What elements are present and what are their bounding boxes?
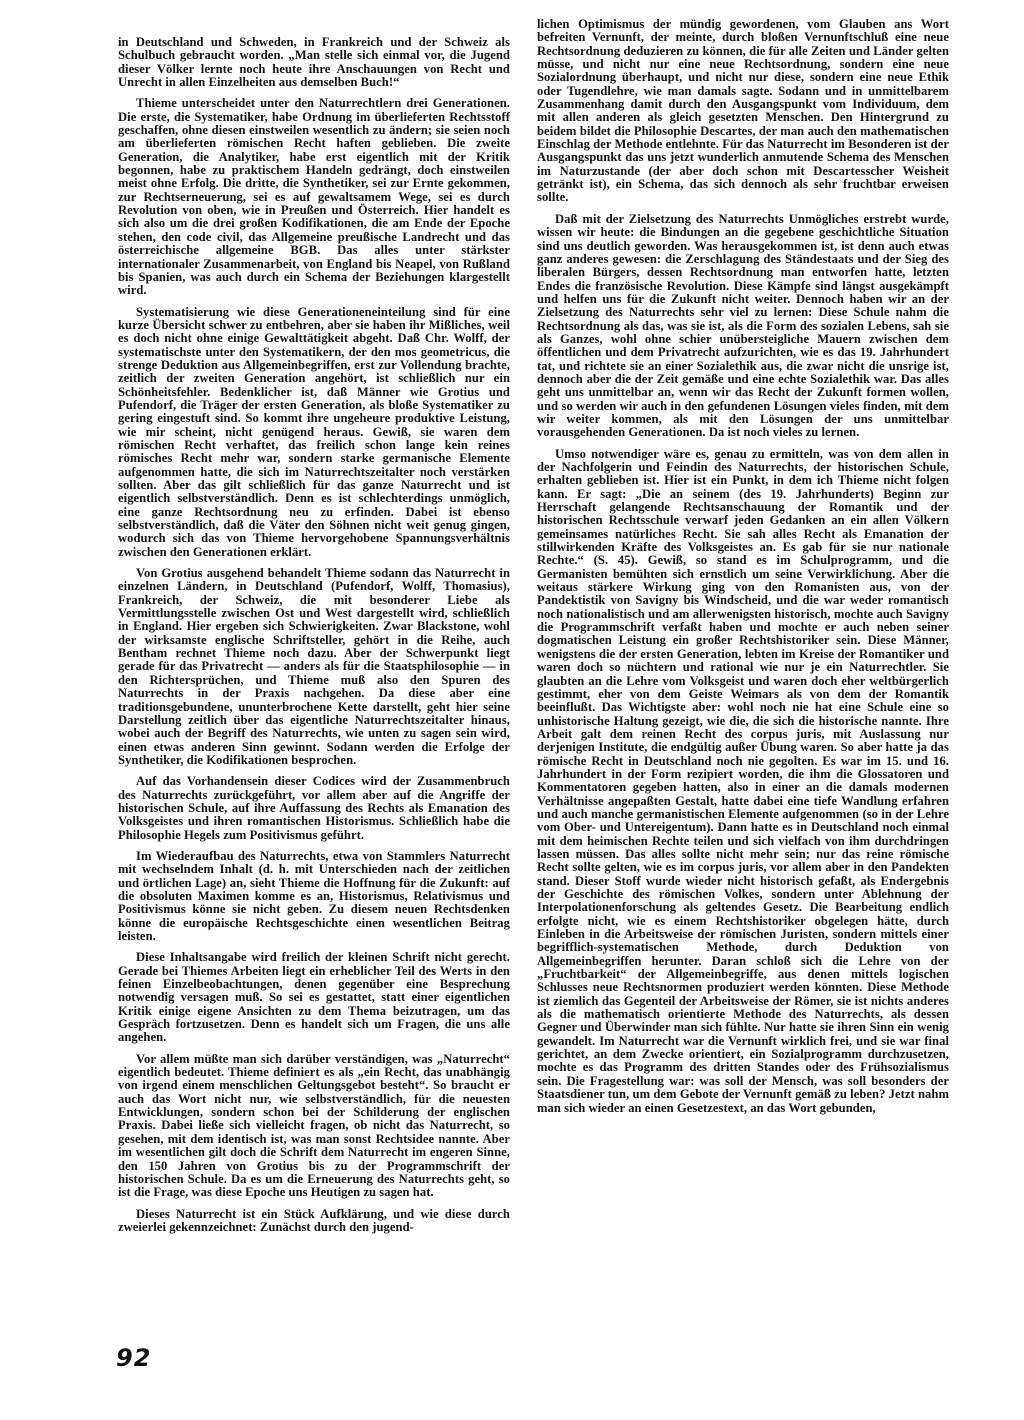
left-paragraph-5: Auf das Vorhandensein dieser Codices wird der Zusammenbruch des Naturrechts zurückgeführt, vor allem aber auf die Angriffe der historischen Schule, auf ihre Auffassung des Rechts als Emanation des Volksgeistes und ihren romantischen Historismus. Schließlich habe die Philosophie Hegels zum Positivismus geführt. <box>118 774 510 842</box>
left-paragraph-1: in Deutschland und Schweden, in Frankreich und der Schweiz als Schulbuch gebraucht worden. „Man stelle sich einmal vor, die Jugend dieser Völker lernte noch heute ihre Anschauungen von Recht und Unrecht in allen Einzelheiten aus demselben Buch!“ <box>118 36 510 90</box>
right-paragraph-3: Umso notwendiger wäre es, genau zu ermitteln, was von dem allen in der Nachfolgerin und Feindin des Naturrechts, der historischen Schule, erhalten geblieben ist. Hier ist ein Punkt, in dem ich Thieme nicht folgen kann. Er sagt: „Die an seinem (des 19. Jahrhunderts) Beginn zur Herrschaft gelangende Rechtsanschauung der Romantik und der historischen Rechtsschule verwarf jeden Gedanken an ein allen Völkern gemeinsames natürliches Recht. Sie sah alles Recht als Emanation der stillwirkenden Kräfte des Volksgeistes an. Es gab für sie nur nationale Rechte.“ (S. 45). Gewiß, so stand es im Schulprogramm, und die Germanisten bemühten sich ernstlich um seine Verwirklichung. Aber die weitaus stärkere Wirkung ging von den Romanisten aus, von der Pandektistik von Savigny bis Windscheid, und die war weder romantisch noch nationalistisch und am allerwenigsten historisch, mochte auch Savigny die Programmschrift verfaßt haben und mochte er auch neben seiner dogmatischen Leistung ein großer Rechtshistoriker sein. Diese Männer, wenigstens die der ersten Generation, lebten im Kreise der Romantiker und waren doch so nüchtern und rational wie nur je ein Naturrechtler. Sie glaubten an die Lehre vom Volksgeist und waren doch eher weltbürgerlich gestimmt, eher von dem Geiste Weimars als von dem der Romantik beeinflußt. Das Wichtigste aber: wohl noch nie hat eine Schule eine so unhistorische Haltung gezeigt, wie die, die sich die historische nannte. Ihre Arbeit galt dem reinen Recht des corpus juris, mit Auslassung nur derjenigen Institute, die endgültig außer Übung waren. So aber hatte ja das römische Recht in Deutschland noch nie gegolten. Es war im 15. und 16. Jahrhundert in der Form rezipiert worden, die ihm die Glossatoren und Kommentatoren gegeben hatten, also in einer an die damals modernen Verhältnisse angepaßten Gestalt, hatte dabei eine tiefe Wandlung erfahren und auch manche germanistischen Elemente aufgenommen (so in der Lehre vom Ober- und Untereigentum). Dann hatte es in Deutschland noch einmal mit dem heimischen Rechte teilen und sich vielfach von ihm durchdringen lassen müssen. Das alles sollte nicht mehr sein; nur das reine römische Recht sollte gelten, wie es im corpus juris, vor allem aber in den Pandekten stand. Dieser Stoff wurde wieder nicht historisch gefaßt, als Endergebnis der Geschichte des römischen Volkes, sondern unter Ablehnung der Interpolationenforschung als geltendes Gesetz. Die Bearbeitung endlich erfolgte nicht, wie es einem Rechtshistoriker obgelegen hätte, durch Einleben in die Arbeitsweise der römischen Juristen, sondern mittels einer begrifflich-systematischen Methode, durch Deduktion von Allgemeinbegriffen herunter. Daran schloß sich die Lehre von der „Fruchtbarkeit“ der Allgemeinbegriffe, aus denen mittels logischen Schlusses neue Rechtsnormen produziert werden könnten. Diese Methode ist ziemlich das Gegenteil der Arbeitsweise der Römer, sie ist nichts anderes als die mathematisch orientierte Methode des Naturrechts, als dessen Gegner und Überwinder man sich fühlte. Nur hatte sie ihren Sinn ein wenig gewandelt. Im Naturrecht war die Vernunft wirklich frei, und sie war final gerichtet, an dem Zwecke orientiert, ein Sozialprogramm durchzusetzen, mochte es das Programm des dritten Standes oder des Frühsozialismus sein. Die Fragestellung war: was soll der Mensch, was soll besonders der Staatsdiener tun, um dem Gebote der Vernunft gemäß zu leben? Jetzt nahm man sich wieder an einen Gesetzestext, an das Wort gebunden, <box>537 446 949 1115</box>
right-text-column <box>537 18 949 1318</box>
right-paragraph-2: Daß mit der Zielsetzung des Naturrechts Unmögliches erstrebt wurde, wissen wir heute: die Bindungen an die gegebene geschichtliche Situation sind uns deutlich geworden. Was herausgekommen ist, ist denn auch etwas ganz anderes gewesen: die Zerschlagung des Ständestaats und der Sieg des liberalen Bürgers, dessen Rechtsordnung man entworfen hatte, letzten Endes die französische Revolution. Diese Kämpfe sind längst ausgekämpft und helfen uns für die Zukunft nicht weiter. Dennoch haben wir an der Zielsetzung des Naturrechts sehr viel zu lernen: Diese Schule nahm die Rechtsordnung als das, was sie ist, als die Form des sozialen Lebens, sah sie als Ganzes, wohl ohne schier unübersteigliche Mauern zwischen dem öffentlichen und dem Privatrecht aufzurichten, wie es das 19. Jahrhundert tat, und richtete sie an einer Sozialethik aus, die zwar nicht die unsrige ist, dennoch aber die der Zeit gemäße und eine echte Sozialethik war. Das alles geht uns unmittelbar an, wenn wir das Recht der Zukunft formen wollen, und so werden wir auch in den gefundenen Lösungen vieles finden, mit dem wir weiter kommen, als mit den Lösungen der uns unmittelbar vorausgehenden Generationen. Da ist noch vieles zu lernen. <box>537 211 949 440</box>
left-paragraph-6: Im Wiederaufbau des Naturrechts, etwa von Stammlers Naturrecht mit wechselndem Inhalt (d. h. mit Unterschieden nach der zeitlichen und örtlichen Lage) an, sieht Thieme die Hoffnung für die Zukunft: auf die obsoluten Maximen komme es an, Historismus, Relativismus und Positivismus könne sie nicht geben. Zu diesem neuen Rechtsdenken könne die europäische Rechtsgeschichte einen wesentlichen Beitrag leisten. <box>118 848 510 943</box>
left-paragraph-3: Systematisierung wie diese Generationeneinteilung sind für eine kurze Übersicht schwer zu entbehren, aber sie haben ihr Mißliches, weil es doch nicht ohne einige Gewalttätigkeit abgeht. Daß Chr. Wolff, der systematischste unter den Systematikern, der den mos geometricus, die strenge Deduktion aus Allgemeinbegriffen, erst zur Vollendung brachte, zeitlich der zweiten Generation angehört, ist schließlich nur ein Schönheitsfehler. Bedenklicher ist, daß Männer wie Grotius und Pufendorf, die Träger der ersten Generation, als bloße Systematiker zu gering eingestuft sind. So kommt ihre ungeheure produktive Leistung, wie mir scheint, nicht genügend heraus. Gewiß, sie waren dem römischen Recht verhaftet, das freilich schon lange kein reines römisches Recht mehr war, sondern starke germanische Elemente aufgenommen hatte, die sich im Naturrechtszeitalter noch verstärken sollten. Aber das gilt schließlich für das ganze Naturrecht und ist eigentlich selbstverständlich. Denn es ist schlechterdings unmöglich, eine ganze Rechtsordnung neu zu erfinden. Dabei ist ebenso selbstverständlich, daß die Väter den Söhnen nicht weit genug gingen, wodurch sich das von Thieme hervorgehobene Spannungsverhältnis zwischen den Generationen erklärt. <box>118 304 510 559</box>
left-paragraph-2: Thieme unterscheidet unter den Naturrechtlern drei Generationen. Die erste, die Systematiker, habe Ordnung im überlieferten Rechtsstoff geschaffen, ohne diesen einstweilen wesentlich zu ändern; sie seien noch am überlieferten römischen Recht haften geblieben. Die zweite Generation, die Analytiker, habe erst eigentlich mit der Kritik begonnen, habe zu praktischem Handeln gedrängt, doch einstweilen meist ohne Erfolg. Die dritte, die Synthetiker, sei zur Ernte gekommen, zur Rechtserneuerung, sei es auf gewaltsamem Wege, sei es durch Revolution von oben, wie in Preußen und Österreich. Hier handelt es sich also um die drei großen Kodifikationen, die am Ende der Epoche stehen, den code civil, das Allgemeine preußische Landrecht und das österreichische allgemeine BGB. Das alles unter stärkster internationaler Zusammenarbeit, von England bis Neapel, von Rußland bis Spanien, was auch durch ein Schema der Beziehungen klargestellt wird. <box>118 96 510 298</box>
page-number: 92 <box>116 1344 152 1372</box>
right-paragraph-1: lichen Optimismus der mündig gewordenen, vom Glauben ans Wort befreiten Vernunft, der meinte, durch bloßen Vernunftschluß eine neue Rechtsordnung deduzieren zu können, die für alle Zeiten und Länder gelten müsse, und nicht nur eine neue Rechtsordnung, sondern eine neue Sozialordnung überhaupt, und nicht nur diese, sondern eine neue Ethik oder Tugendlehre, wie man damals sagte. Sodann und in unmittelbarem Zusammenhang damit durch den Ausgangspunkt vom Individuum, dem mit allen anderen als gleich gesetzten Menschen. Den Hintergrund zu beidem bildet die Philosophie Descartes, der man auch den mathematischen Einschlag der Methode entlehnte. Für das Naturrecht im Besonderen ist der Ausgangspunkt das uns jetzt wunderlich anmutende Schema des Menschen im Naturzustande (der aber doch schon mit Descartesscher Weisheit getränkt ist), ein Schema, das sich dennoch als sehr fruchtbar erweisen sollte. <box>537 18 949 205</box>
left-paragraph-4: Von Grotius ausgehend behandelt Thieme sodann das Naturrecht in einzelnen Ländern, in Deutschland (Pufendorf, Wolff, Thomasius), Frankreich, der Schweiz, die mit besonderer Liebe als Vermittlungsstelle zwischen Ost und West dargestellt wird, schließlich in England. Hier ergeben sich Schwierigkeiten. Zwar Blackstone, wohl der wirksamste englische Schriftsteller, gehört in die Reihe, auch Bentham rechnet Thieme noch dazu. Aber der Schwerpunkt liegt gerade für das Privatrecht — anders als für die Staatsphilosophie — in den Richtersprüchen, und Thieme muß also den Spuren des Naturrechts in der Praxis nachgehen. Da diese aber eine traditionsgebundene, ununterbrochene Kette darstellt, geht hier seine Darstellung zeitlich über das eigentliche Naturrechtszeitalter hinaus, wobei auch der Begriff des Naturrechts, wie unten zu sagen sein wird, einen etwas anderen Sinn gewinnt. Sodann werden die Erfolge der Synthetiker, die Kodifikationen besprochen. <box>118 566 510 767</box>
left-paragraph-9: Dieses Naturrecht ist ein Stück Aufklärung, und wie diese durch zweierlei gekennzeichnet: Zunächst durch den jugend- <box>118 1206 510 1234</box>
left-paragraph-7: Diese Inhaltsangabe wird freilich der kleinen Schrift nicht gerecht. Gerade bei Thiemes Arbeiten liegt ein erheblicher Teil des Werts in den feinen Einzelbeobachtungen, denen gegenüber eine Besprechung notwendig versagen muß. So sei es gestattet, statt einer eigentlichen Kritik einige eigene Ansichten zu dem Thema beizutragen, um das Gespräch fortzusetzen. Denn es handelt sich um Fragen, die uns alle angehen. <box>118 950 510 1045</box>
left-text-column <box>118 36 510 1336</box>
left-paragraph-8: Vor allem müßte man sich darüber verständigen, was „Naturrecht“ eigentlich bedeutet. Thieme definiert es als „ein Recht, das unabhängig von irgend einem menschlichen Geltungsgebot besteht“. So braucht er auch das Wort nicht nur, wie selbstverständlich, für die neuesten Entwicklungen, sondern schon bei der Schilderung der englischen Praxis. Dabei ließe sich vielleicht fragen, ob nicht das Naturrecht, so gesehen, mit dem identisch ist, was man sonst Rechtsidee nannte. Aber im wesentlichen gilt doch die Schrift dem Naturrecht im engeren Sinne, den 150 Jahren von Grotius bis zu der Programmschrift der historischen Schule. Da es um die Erneuerung des Naturrechts geht, so ist die Frage, was diese Epoche uns Heutigen zu sagen hat. <box>118 1051 510 1200</box>
